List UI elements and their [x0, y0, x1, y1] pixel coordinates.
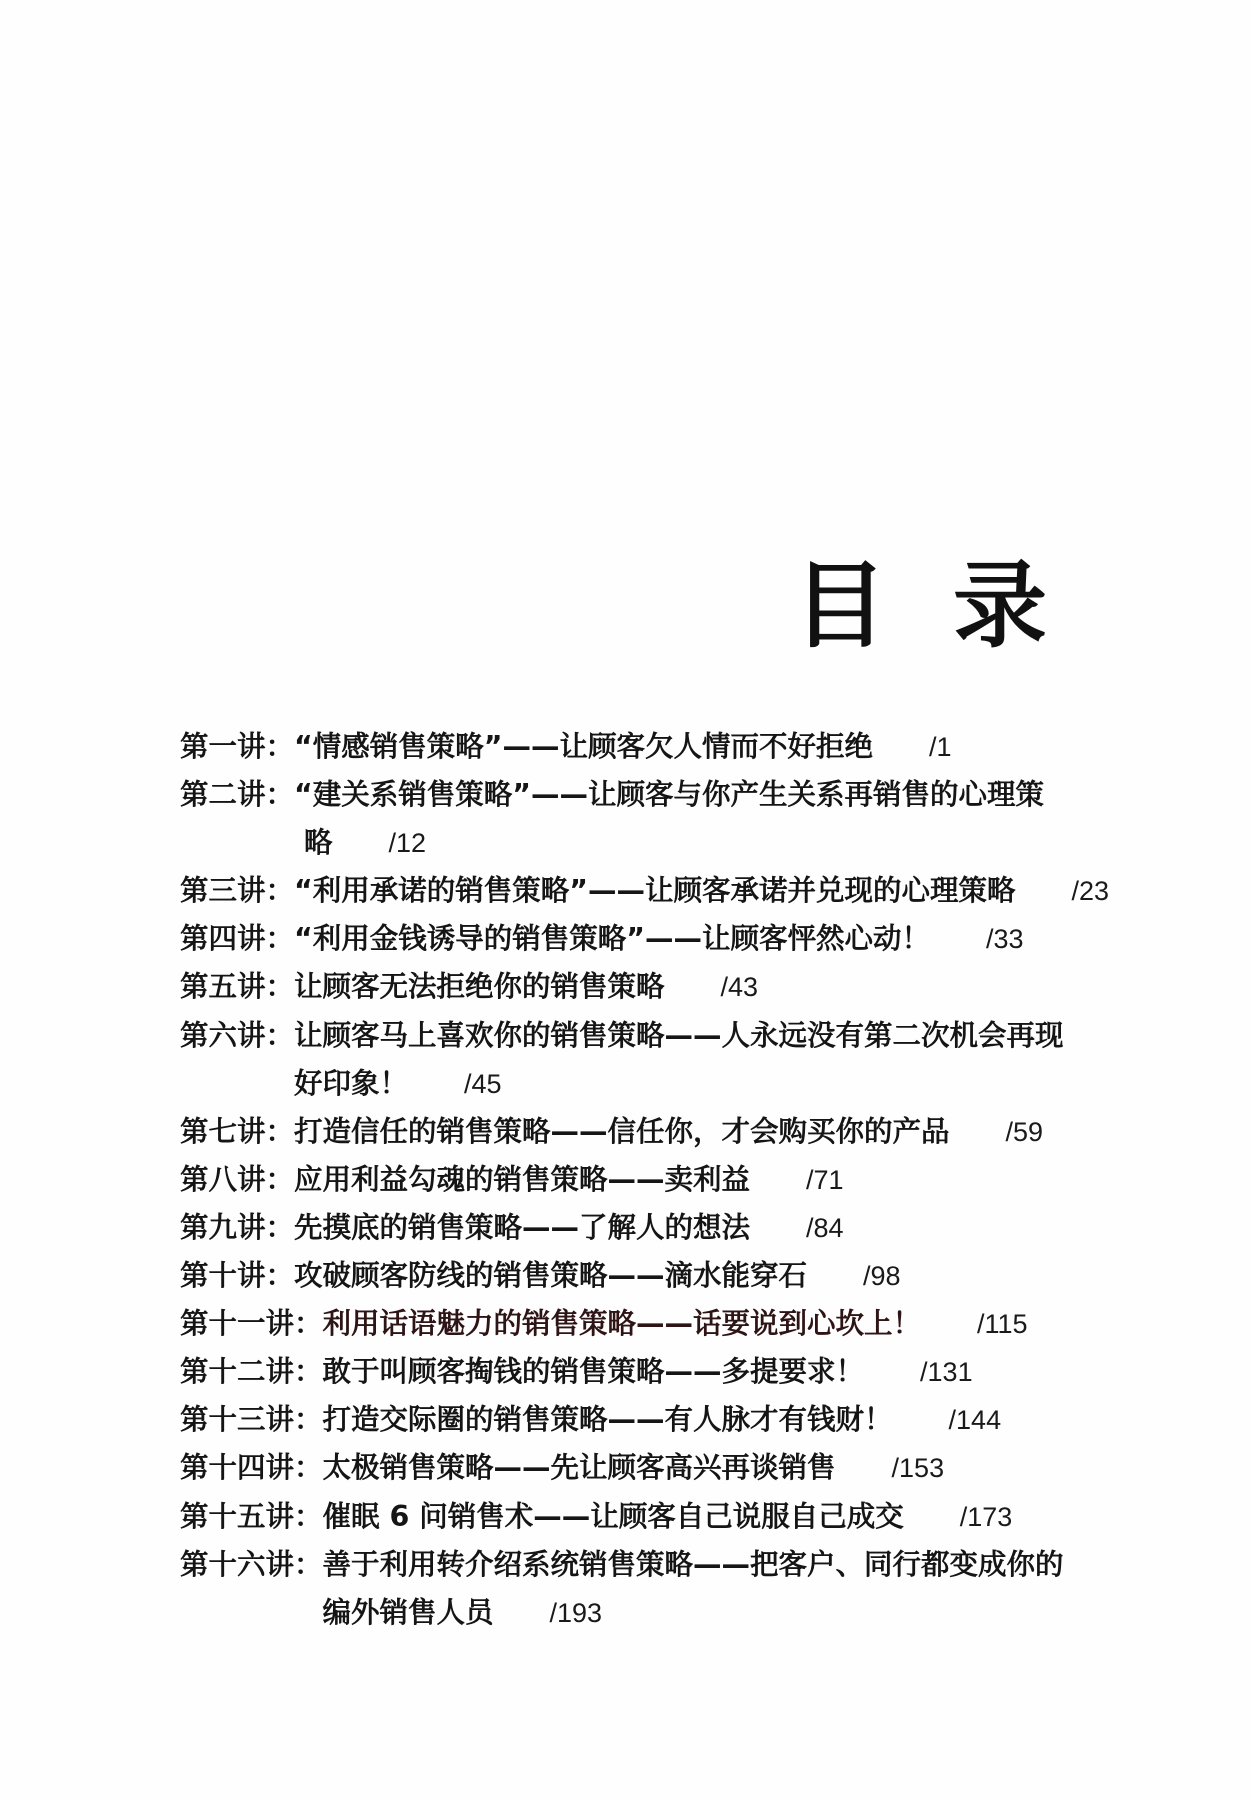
toc-entry-title: 打造交际圈的销售策略——有人脉才有钱财！: [322, 1403, 893, 1437]
toc-entry-page: /33: [985, 924, 1024, 955]
toc-entry: [180, 867, 1180, 915]
toc-entry-title: 敢于叫顾客掏钱的销售策略——多提要求！: [322, 1355, 865, 1389]
toc-entry: [180, 1348, 1180, 1396]
toc-entry-title: 应用利益勾魂的销售策略——卖利益: [294, 1162, 751, 1196]
toc-entry-continuation: [180, 819, 1180, 867]
toc-entry-page: /173: [959, 1501, 1013, 1532]
toc-entry-page: /115: [977, 1309, 1028, 1340]
toc-entry-page: /98: [863, 1261, 901, 1292]
toc-entry: [180, 1252, 1180, 1300]
toc-entry-label: 第二讲：: [180, 778, 295, 812]
toc-entry-label: 第五讲：: [180, 970, 295, 1004]
toc-entry: [180, 1541, 1180, 1589]
table-of-contents: [180, 723, 1180, 1637]
toc-entry-page: /71: [806, 1164, 844, 1195]
toc-entry-title: 善于利用转介绍系统销售策略——把客户、同行都变成你的: [322, 1547, 1064, 1581]
toc-entry-label: 第十五讲：: [180, 1499, 323, 1533]
toc-entry-label: 第一讲：: [180, 730, 295, 763]
page-title: 目录: [793, 552, 1114, 661]
toc-entry-title: 利用话语魅力的销售策略——话要说到心坎上！: [322, 1307, 922, 1341]
toc-entry-page: /1: [928, 732, 952, 762]
toc-entry-title-continued: 略: [303, 826, 333, 860]
toc-entry-title: “情感销售策略”——让顾客欠人情而不好拒绝: [294, 730, 873, 763]
toc-entry-label: 第六讲：: [180, 1018, 295, 1052]
toc-entry-label: 第十四讲：: [180, 1451, 323, 1485]
toc-entry-page: /144: [948, 1405, 1002, 1436]
toc-entry-title: 太极销售策略——先让顾客高兴再谈销售: [322, 1451, 836, 1485]
toc-entry-title: 让顾客马上喜欢你的销售策略——人永远没有第二次机会再现: [294, 1018, 1064, 1052]
toc-entry: [180, 963, 1180, 1011]
toc-entry-label: 第十一讲：: [180, 1307, 323, 1341]
toc-entry-page: /59: [1005, 1116, 1044, 1147]
toc-entry-continuation: [180, 1589, 1180, 1637]
toc-entry-title: 催眠 6 问销售术——让顾客自己说服自己成交: [322, 1499, 904, 1533]
toc-entry-page: /131: [920, 1357, 973, 1388]
toc-entry: [180, 723, 1180, 771]
toc-entry: [180, 1493, 1180, 1541]
toc-entry-label: 第四讲：: [180, 922, 295, 956]
toc-entry-label: 第十六讲：: [180, 1547, 323, 1581]
toc-entry-continuation: [180, 1060, 1180, 1108]
toc-entry-label: 第八讲：: [180, 1162, 295, 1196]
toc-entry-title: “建关系销售策略”——让顾客与你产生关系再销售的心理策: [294, 778, 1044, 812]
toc-entry-title: 攻破顾客防线的销售策略——滴水能穿石: [294, 1259, 808, 1293]
toc-entry-title-continued: 编外销售人员: [322, 1595, 494, 1629]
toc-entry-label: 第七讲：: [180, 1114, 295, 1148]
toc-entry: [180, 771, 1180, 819]
toc-entry: [180, 915, 1180, 963]
toc-entry-page: /153: [891, 1453, 945, 1484]
toc-entry-title-continued: 好印象！: [294, 1066, 409, 1100]
toc-entry-title: “利用金钱诱导的销售策略”——让顾客怦然心动！: [294, 922, 930, 956]
toc-entry: [180, 1300, 1180, 1348]
toc-entry: [180, 1012, 1180, 1060]
toc-entry-page: /12: [388, 828, 427, 859]
toc-entry-label: 第十三讲：: [180, 1403, 323, 1437]
toc-entry-label: 第十二讲：: [180, 1355, 323, 1389]
toc-entry-title: 先摸底的销售策略——了解人的想法: [294, 1210, 751, 1244]
toc-entry-page: /23: [1071, 876, 1110, 907]
toc-entry: [180, 1108, 1180, 1156]
toc-entry: [180, 1204, 1180, 1252]
toc-entry-page: /193: [549, 1597, 603, 1628]
toc-entry-label: 第三讲：: [180, 874, 295, 908]
toc-entry: [180, 1444, 1180, 1492]
toc-entry-label: 第十讲：: [180, 1259, 295, 1293]
toc-entry-label: 第九讲：: [180, 1210, 295, 1244]
toc-entry: [180, 1396, 1180, 1444]
toc-entry-title: 让顾客无法拒绝你的销售策略: [294, 970, 665, 1004]
toc-entry: [180, 1156, 1180, 1204]
toc-entry-page: /43: [720, 972, 759, 1003]
toc-entry-title: “利用承诺的销售策略”——让顾客承诺并兑现的心理策略: [294, 874, 1016, 908]
toc-entry-page: /45: [464, 1068, 502, 1099]
toc-entry-page: /84: [806, 1212, 844, 1243]
toc-entry-title: 打造信任的销售策略——信任你，才会购买你的产品: [294, 1114, 950, 1148]
